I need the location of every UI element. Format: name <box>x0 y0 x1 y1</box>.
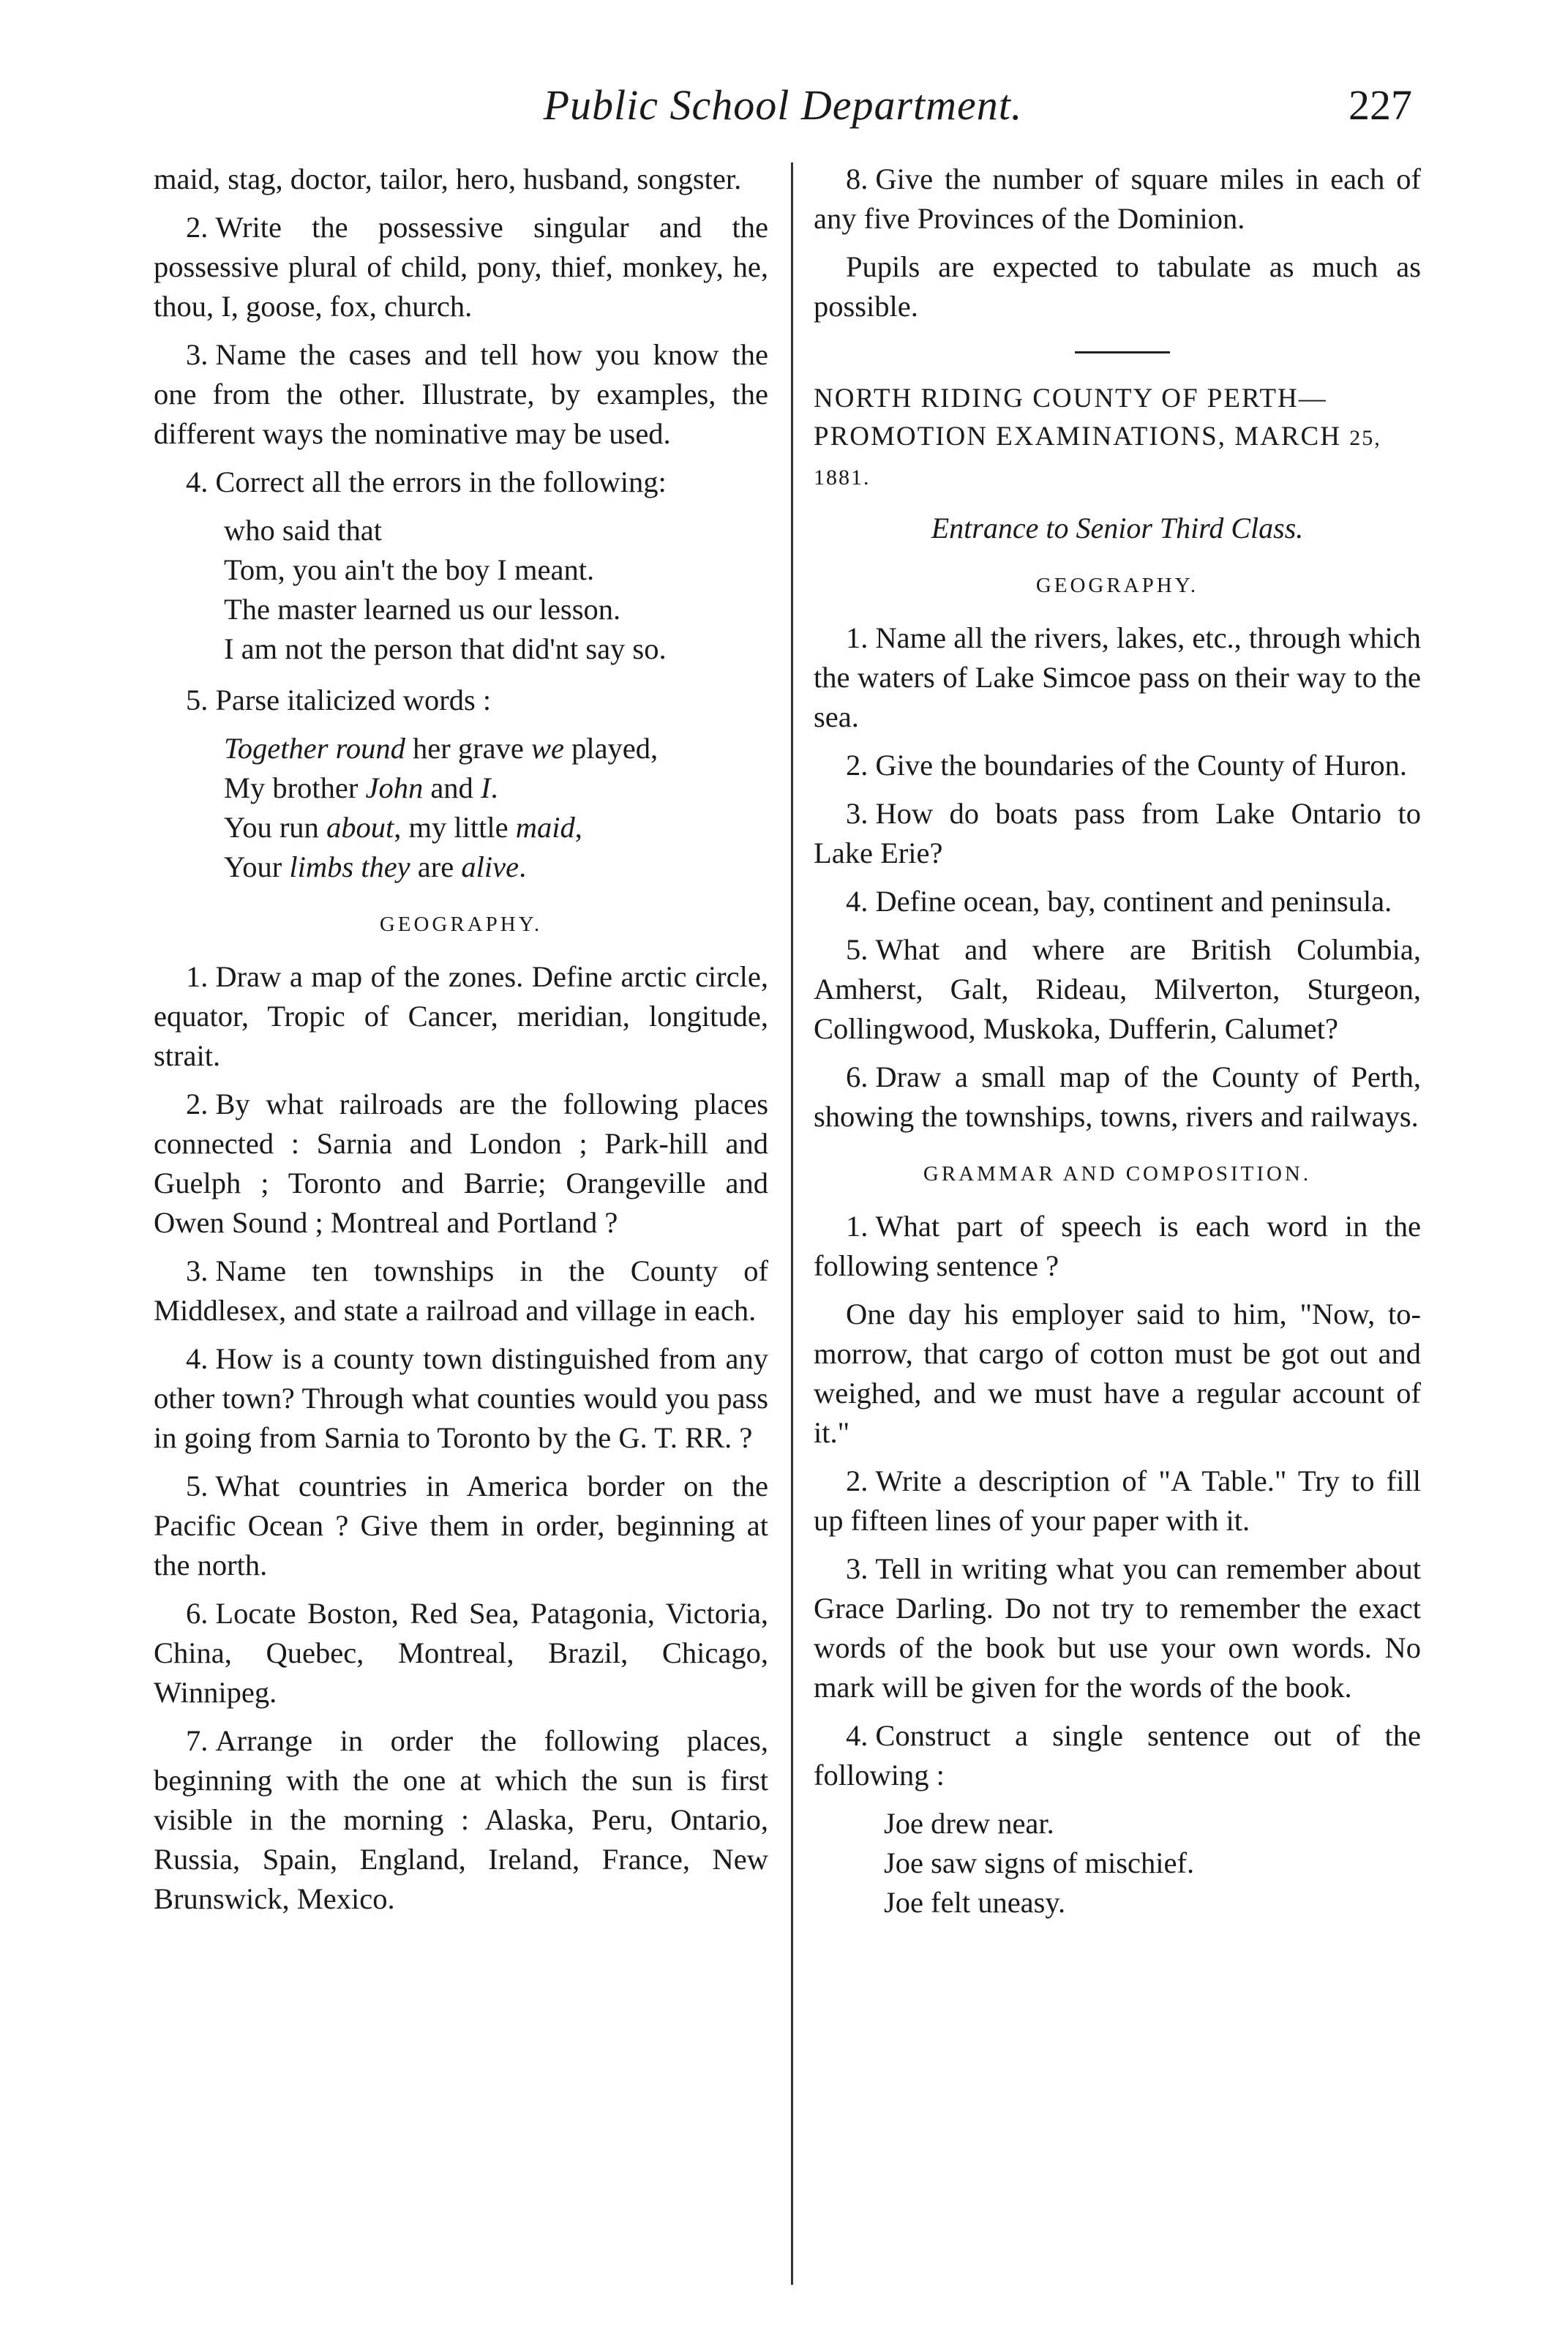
geography-question-list <box>814 618 1421 1137</box>
verse-line: Joe drew near. <box>884 1807 1054 1840</box>
question-item: 6. Draw a small map of the County of Perth, showing the townships, towns, rivers and railways. <box>814 1060 1421 1133</box>
question-item: 5. What and where are British Columbia, Amherst, Galt, Rideau, Milverton, Sturgeon, Collingwood, Muskoka, Dufferin, Calumet? <box>814 933 1421 1045</box>
question-item: 6. Locate Boston, Red Sea, Patagonia, Victoria, China, Quebec, Montreal, Brazil, Chicago, Winnipeg. <box>154 1597 768 1709</box>
entrance-heading: Entrance to Senior Third Class. <box>931 512 1304 544</box>
question-item: 2. Give the boundaries of the County of Huron. <box>846 749 1407 782</box>
verse-line: Joe felt uneasy. <box>884 1886 1066 1919</box>
errors-sentence-list <box>154 511 768 669</box>
column-divider <box>791 162 793 2285</box>
exam-date: 25, 1881. <box>814 426 1381 490</box>
question-item: 3. Name the cases and tell how you know the one from the other. Illustrate, by examples, the different ways the nominative may be used. <box>154 338 768 450</box>
passage-text: One day his employer said to him, "Now, to-morrow, that cargo of cotton must be got out and weighed, and we must have a regular account of it." <box>814 1298 1421 1449</box>
geography-question-list <box>154 957 768 1919</box>
sentence-list <box>814 1804 1421 1923</box>
question-item: 4. Define ocean, bay, continent and peninsula. <box>846 885 1392 918</box>
verse-line: who said that <box>224 514 382 547</box>
running-title: Public School Department. <box>543 81 1023 129</box>
question-item: 7. Arrange in order the following places, beginning with the one at which the sun is first visible in the morning : Alaska, Peru, Ontario, Russia, Spain, England, Ireland, France, New Brunswick, Mexico. <box>154 1724 768 1915</box>
grammar-question-list <box>814 1461 1421 1795</box>
left-column <box>154 160 768 1928</box>
question-item: 3. Tell in writing what you can remember about Grace Darling. Do not try to remember the exact words of the book but use your own words. No mark will be given for the words of the book. <box>814 1552 1421 1704</box>
pupils-note: Pupils are expected to tabulate as much as possible. <box>814 250 1421 323</box>
section-heading: GEOGRAPHY. <box>1035 574 1199 597</box>
parse-verse <box>154 729 768 887</box>
verse-line: I am not the person that did'nt say so. <box>224 632 667 665</box>
exam-title: NORTH RIDING COUNTY OF PERTH—PROMOTION EXAMINATIONS, MARCH 25, 1881. <box>814 383 1381 490</box>
question-item: 4. How is a county town distinguished from any other town? Through what counties would you pass in going from Sarnia to Toronto by the G. T. RR. ? <box>154 1342 768 1454</box>
question-item: 4. Correct all the errors in the following: <box>186 465 667 498</box>
verse-line: Joe saw signs of mischief. <box>884 1846 1195 1879</box>
section-divider <box>1075 351 1170 353</box>
question-item: 1. Draw a map of the zones. Define arctic circle, equator, Tropic of Cancer, meridian, longitude, strait. <box>154 960 768 1072</box>
intro-text: maid, stag, doctor, tailor, hero, husband, songster. <box>154 162 742 195</box>
verse-line: You run about, my little maid, <box>224 811 582 844</box>
question-item: 1. What part of speech is each word in the following sentence ? <box>814 1210 1421 1282</box>
verse-line: Together round her grave we played, <box>224 732 659 765</box>
question-item: 3. How do boats pass from Lake Ontario to Lake Erie? <box>814 797 1421 869</box>
verse-line: Your limbs they are alive. <box>224 850 527 883</box>
section-heading: GRAMMAR AND COMPOSITION. <box>923 1162 1312 1186</box>
section-heading: GEOGRAPHY. <box>379 913 543 936</box>
question-item: 5. What countries in America border on the Pacific Ocean ? Give them in order, beginning at the north. <box>154 1470 768 1581</box>
question-item: 2. Write a description of "A Table." Try to fill up fifteen lines of your paper with it. <box>814 1464 1421 1537</box>
page-number: 227 <box>1348 81 1412 129</box>
verse-line: The master learned us our lesson. <box>224 593 621 626</box>
verse-line: My brother John and I. <box>224 771 498 804</box>
question-item: 3. Name ten townships in the County of Middlesex, and state a railroad and village in each. <box>154 1254 768 1327</box>
right-column <box>814 160 1421 1934</box>
parse-question: 5. Parse italicized words : <box>186 684 492 716</box>
page-header <box>154 73 1412 132</box>
question-item: 2. By what railroads are the following places connected : Sarnia and London ; Park-hill and Guelph ; Toronto and Barrie; Orangeville and Owen Sound ; Montreal and Portland ? <box>154 1087 768 1239</box>
question-item: 8. Give the number of square miles in each of any five Provinces of the Dominion. <box>814 162 1421 235</box>
question-item: 2. Write the possessive singular and the possessive plural of child, pony, thief, monkey, he, thou, I, goose, fox, church. <box>154 211 768 323</box>
verse-line: Tom, you ain't the boy I meant. <box>224 553 595 586</box>
question-item: 4. Construct a single sentence out of the following : <box>814 1719 1421 1792</box>
question-item: 1. Name all the rivers, lakes, etc., through which the waters of Lake Simcoe pass on their way to the sea. <box>814 621 1422 733</box>
grammar-question-list <box>154 208 768 502</box>
